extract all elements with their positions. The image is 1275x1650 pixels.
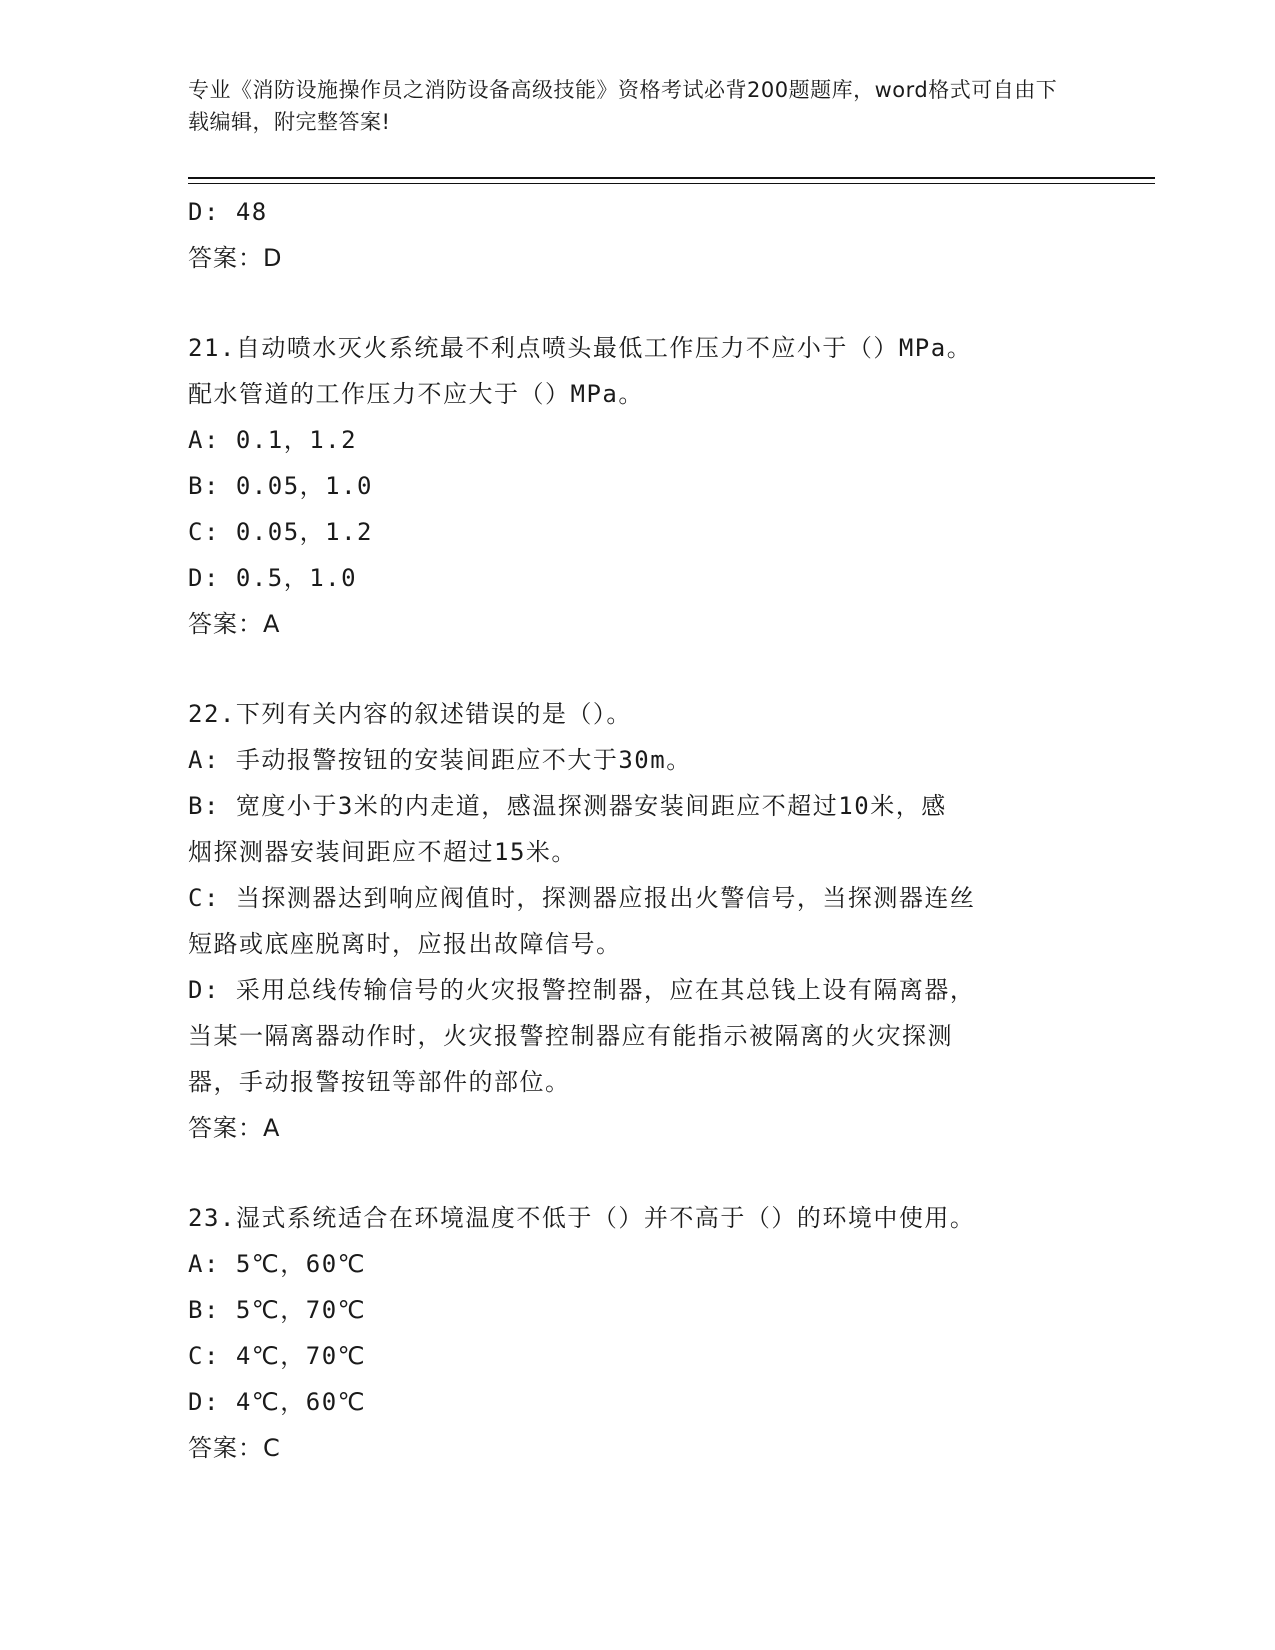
question-23: [188, 1195, 1088, 1471]
answer: 答案：D: [188, 244, 283, 272]
option-b: B: 5℃，70℃: [188, 1296, 367, 1324]
question-stem: 22.下列有关内容的叙述错误的是（）。: [188, 700, 632, 728]
option-d: D: 采用总线传输信号的火灾报警控制器，应在其总钱上设有隔离器，: [188, 976, 976, 1004]
option-b-cont: 烟探测器安装间距应不超过15米。: [188, 838, 577, 866]
question-stem-cont: 配水管道的工作压力不应大于（）MPa。: [188, 380, 644, 408]
option-d-cont: 当某一隔离器动作时，火灾报警控制器应有能指示被隔离的火灾探测: [188, 1022, 953, 1050]
option-d: D: 0.5，1.0: [188, 564, 358, 592]
option-c: C: 4℃，70℃: [188, 1342, 367, 1370]
option-d: D: 4℃，60℃: [188, 1388, 367, 1416]
option-c: C: 当探测器达到响应阀值时，探测器应报出火警信号，当探测器连丝: [188, 884, 976, 912]
question-list: [188, 189, 1088, 1471]
header-divider-thin: [188, 183, 1155, 184]
option-a: A: 手动报警按钮的安装间距应不大于30m。: [188, 746, 692, 774]
question-22: [188, 691, 1088, 1151]
answer: 答案：A: [188, 1114, 281, 1142]
option-c: C: 0.05，1.2: [188, 518, 373, 546]
question-20-tail: [188, 189, 1088, 281]
document-header: 专业《消防设施操作员之消防设备高级技能》资格考试必背200题题库，word格式可自由下载编辑，附完整答案!: [188, 78, 1058, 134]
option-d-cont: 器，手动报警按钮等部件的部位。: [188, 1068, 571, 1096]
question-stem: 23.湿式系统适合在环境温度不低于（）并不高于（）的环境中使用。: [188, 1204, 976, 1232]
answer: 答案：C: [188, 1434, 281, 1462]
question-21: [188, 325, 1088, 647]
question-stem: 21.自动喷水灭火系统最不利点喷头最低工作压力不应小于（）MPa。: [188, 334, 973, 362]
option-a: A: 0.1，1.2: [188, 426, 358, 454]
option-d: D: 48: [188, 198, 268, 226]
answer: 答案：A: [188, 610, 281, 638]
header-divider-thick: [188, 177, 1155, 179]
option-b: B: 宽度小于3米的内走道，感温探测器安装间距应不超过10米，感: [188, 792, 947, 820]
option-a: A: 5℃，60℃: [188, 1250, 367, 1278]
option-b: B: 0.05，1.0: [188, 472, 373, 500]
option-c-cont: 短路或底座脱离时，应报出故障信号。: [188, 930, 622, 958]
